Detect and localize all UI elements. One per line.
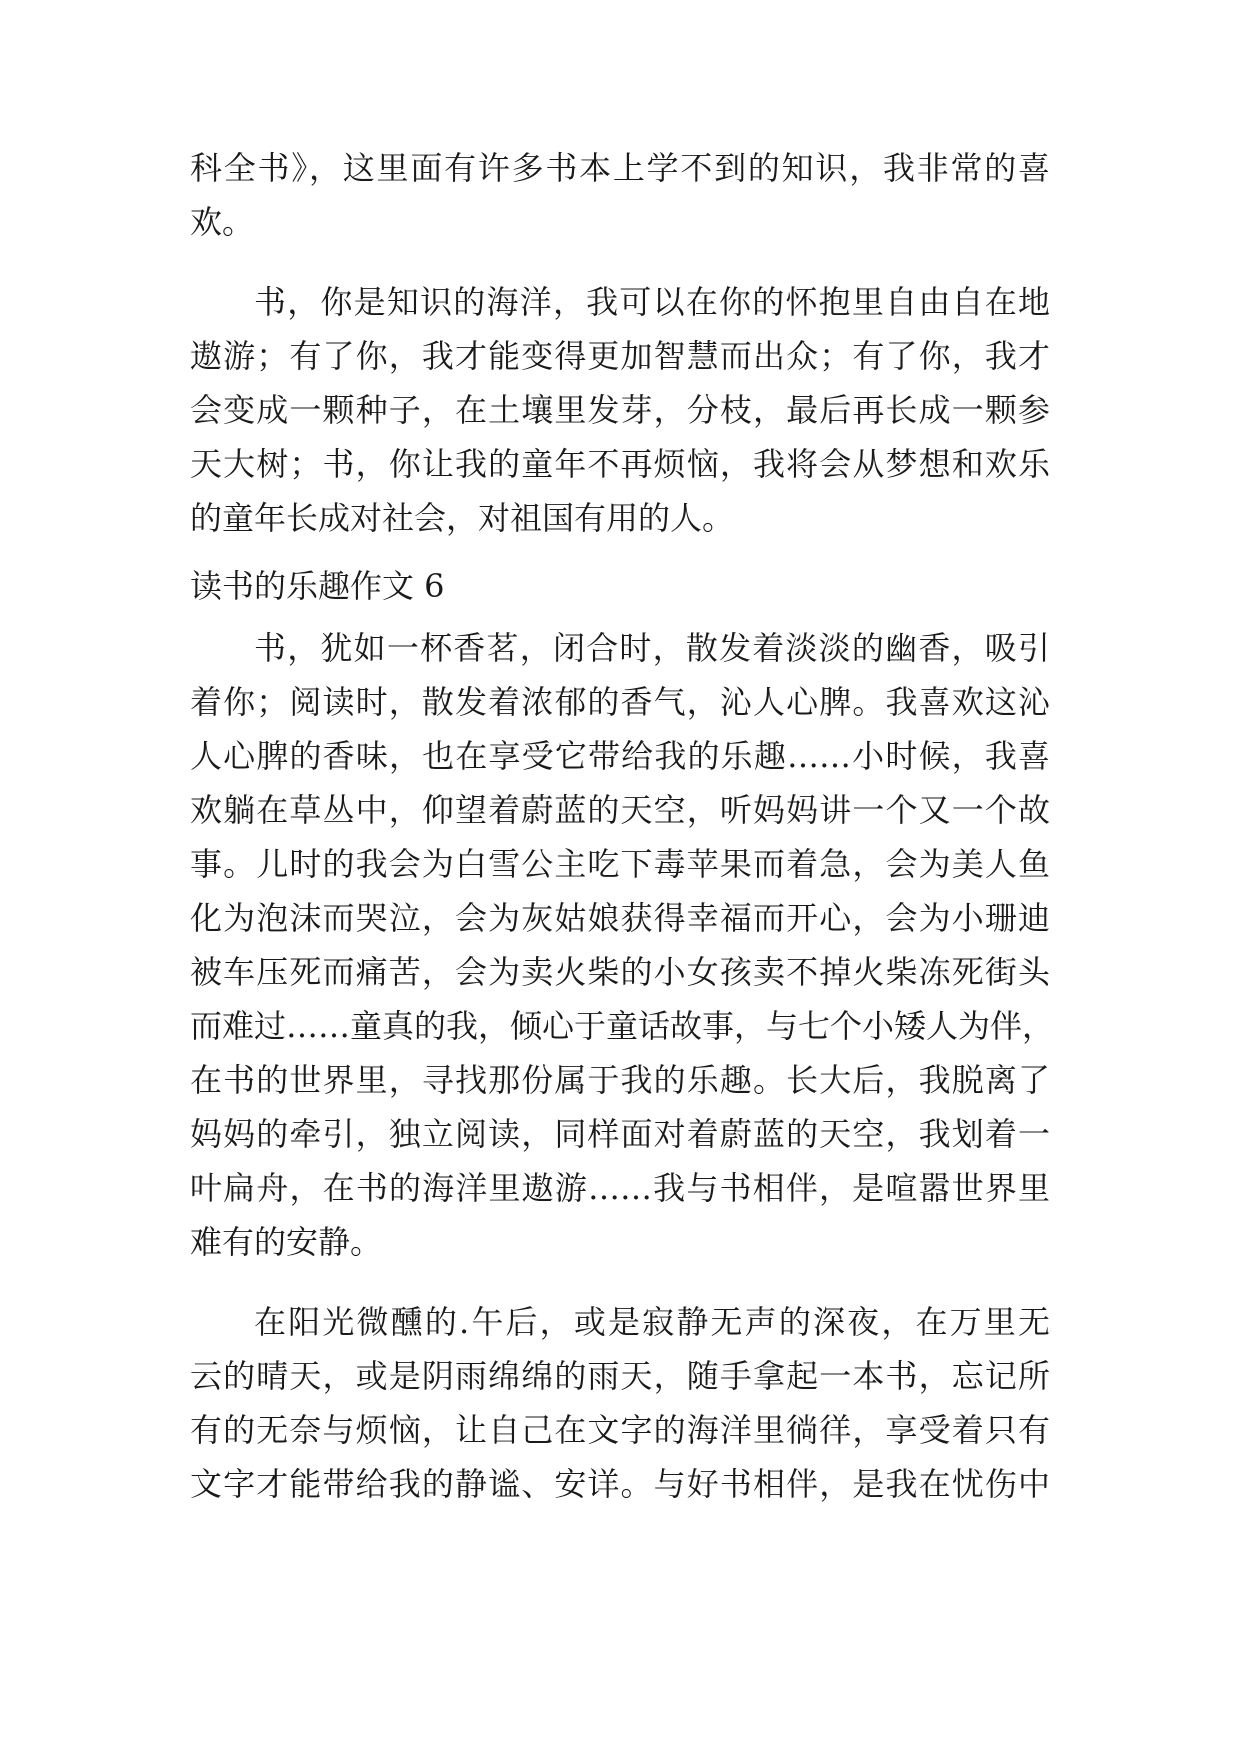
paragraph-line: 会变成一颗种子，在土壤里发芽，分枝，最后再长成一颗参 [190,391,1050,429]
paragraph-line: 文字才能带给我的静谧、安详。与好书相伴，是我在忧伤中 [190,1465,1050,1503]
document-body [190,0,1055,1754]
paragraph-line: 云的晴天，或是阴雨绵绵的雨天，随手拿起一本书，忘记所 [190,1357,1050,1395]
paragraph-line: 在阳光微醺的.午后，或是寂静无声的深夜，在万里无 [254,1303,1050,1341]
paragraph-line: 在书的世界里，寻找那份属于我的乐趣。长大后，我脱离了 [190,1061,1050,1099]
paragraph-line: 被车压死而痛苦，会为卖火柴的小女孩卖不掉火柴冻死街头 [190,953,1050,991]
paragraph-line: 叶扁舟，在书的海洋里遨游……我与书相伴，是喧嚣世界里 [190,1169,1050,1207]
paragraph-line: 事。儿时的我会为白雪公主吃下毒苹果而着急，会为美人鱼 [190,845,1050,883]
paragraph-line: 欢躺在草丛中，仰望着蔚蓝的天空，听妈妈讲一个又一个故 [190,791,1050,829]
paragraph-line: 着你；阅读时，散发着浓郁的香气，沁人心脾。我喜欢这沁 [190,683,1050,721]
paragraph-line: 书，你是知识的海洋，我可以在你的怀抱里自由自在地 [254,283,1050,321]
paragraph-line: 遨游；有了你，我才能变得更加智慧而出众；有了你，我才 [190,337,1050,375]
paragraph-line: 有的无奈与烦恼，让自己在文字的海洋里徜徉，享受着只有 [190,1411,1050,1449]
paragraph-line: 的童年长成对社会，对祖国有用的人。 [190,499,735,537]
paragraph-line: 难有的安静。 [190,1223,383,1261]
paragraph-line: 书，犹如一杯香茗，闭合时，散发着淡淡的幽香，吸引 [254,629,1050,667]
paragraph-line: 天大树；书，你让我的童年不再烦恼，我将会从梦想和欢乐 [190,445,1050,483]
paragraph-line: 科全书》，这里面有许多书本上学不到的知识，我非常的喜 [190,149,1050,187]
paragraph-line: 化为泡沫而哭泣，会为灰姑娘获得幸福而开心，会为小珊迪 [190,899,1050,937]
paragraph-line: 欢。 [190,203,255,241]
section-heading: 读书的乐趣作文 6 [190,567,445,605]
paragraph-line: 而难过……童真的我，倾心于童话故事，与七个小矮人为伴， [190,1007,1055,1045]
paragraph-line: 人心脾的香味，也在享受它带给我的乐趣……小时候，我喜 [190,737,1050,775]
paragraph-line: 妈妈的牵引，独立阅读，同样面对着蔚蓝的天空，我划着一 [190,1115,1050,1153]
